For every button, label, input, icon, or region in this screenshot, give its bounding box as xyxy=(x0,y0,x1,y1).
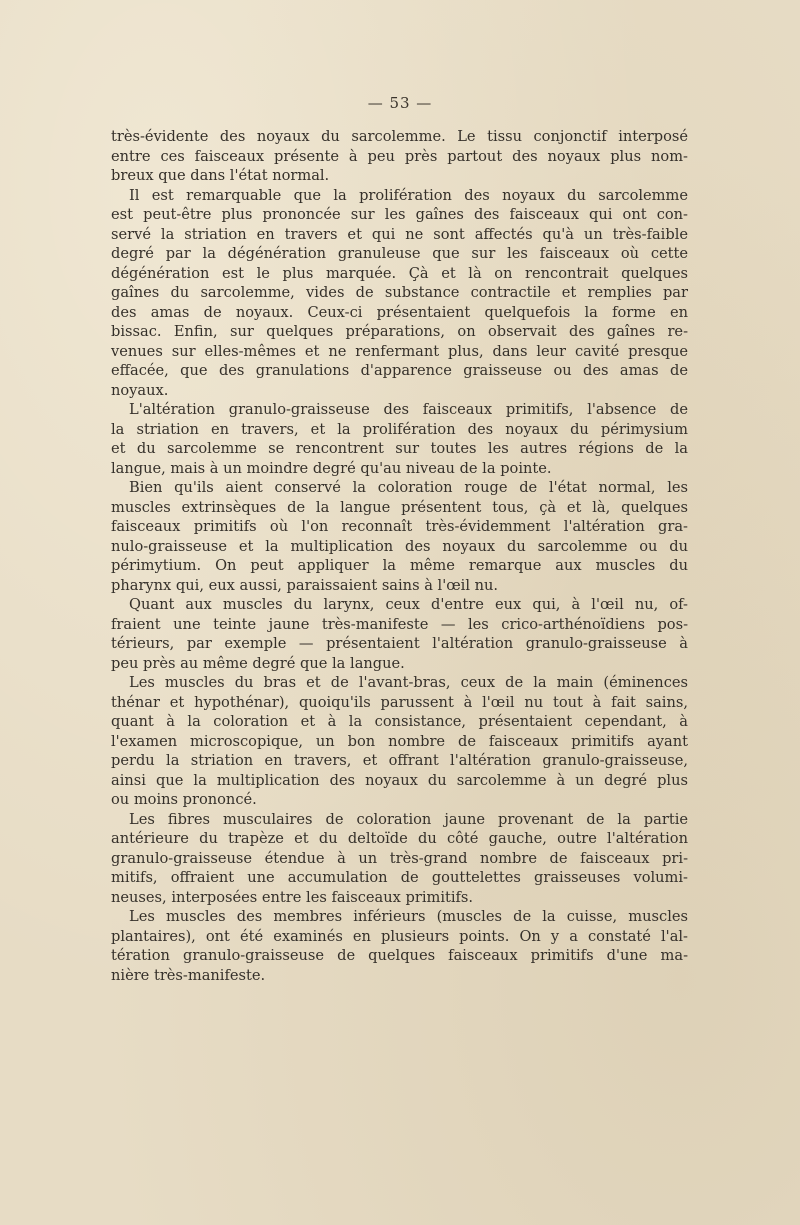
text-line: plantaires), ont été examinés en plusieurs points. On y a constaté l'al- xyxy=(111,927,688,945)
text-line: gaînes du sarcolemme, vides de substance contractile et remplies par xyxy=(111,284,688,301)
text-line: langue, mais à un moindre degré qu'au niveau de la pointe. xyxy=(111,459,552,477)
text-line: breux que dans l'état normal. xyxy=(111,167,330,184)
text-line: Quant aux muscles du larynx, ceux d'entre eux qui, à l'œil nu, of- xyxy=(129,596,688,613)
text-line: Bien qu'ils aient conservé la coloration rouge de l'état normal, les xyxy=(129,479,688,496)
text-line: Les muscles des membres inférieurs (muscles de la cuisse, muscles xyxy=(129,908,688,925)
text-line: ou moins prononcé. xyxy=(111,791,257,808)
text-line: entre ces faisceaux présente à peu près partout des noyaux plus nom- xyxy=(111,147,688,165)
text-line: Les muscles du bras et de l'avant-bras, ceux de la main (éminences xyxy=(129,674,688,691)
text-line: et du sarcolemme se rencontrent sur toutes les autres régions de la xyxy=(111,440,688,457)
text-line: Il est remarquable que la prolifération des noyaux du sarcolemme xyxy=(129,186,688,204)
text-line: bissac. Enfin, sur quelques préparations, on observait des gaînes re- xyxy=(111,323,688,340)
text-line: faisceaux primitifs où l'on reconnaît très-évidemment l'altération gra- xyxy=(111,518,688,535)
text-line: ainsi que la multiplication des noyaux du sarcolemme à un degré plus xyxy=(111,771,688,789)
text-line: très-évidente des noyaux du sarcolemme. Le tissu conjonctif interposé xyxy=(111,128,688,145)
text-line: dégénération est le plus marquée. Çà et là on rencontrait quelques xyxy=(111,264,688,282)
text-line: Les fibres musculaires de coloration jaune provenant de la partie xyxy=(129,810,688,828)
text-line: muscles extrinsèques de la langue présentent tous, çà et là, quelques xyxy=(111,498,688,516)
text-line: L'altération granulo-graisseuse des faisceaux primitifs, l'absence de xyxy=(129,401,688,418)
text-line: la striation en travers, et la prolifération des noyaux du périmysium xyxy=(111,420,688,438)
text-line: antérieure du trapèze et du deltoïde du côté gauche, outre l'altération xyxy=(111,830,688,847)
text-line: nière très-manifeste. xyxy=(111,966,266,984)
text-line: peu près au même degré que la langue. xyxy=(111,654,405,672)
text-line: l'examen microscopique, un bon nombre de faisceaux primitifs ayant xyxy=(111,732,688,750)
text-line: perdu la striation en travers, et offrant l'altération granulo-graisseuse, xyxy=(111,752,688,769)
text-line: fraient une teinte jaune très-manifeste — les crico-arthénoïdiens pos- xyxy=(111,615,688,633)
text-line: noyaux. xyxy=(111,381,169,399)
text-line: servé la striation en travers et qui ne sont affectés qu'à un très-faible xyxy=(111,225,688,243)
text-line: pharynx qui, eux aussi, paraissaient sains à l'œil nu. xyxy=(111,576,499,594)
text-line: venues sur elles-mêmes et ne renfermant plus, dans leur cavité presque xyxy=(111,342,688,360)
page-number: — 53 — xyxy=(367,94,433,112)
text-line: périmytium. On peut appliquer la même remarque aux muscles du xyxy=(111,557,688,574)
text-line: degré par la dégénération granuleuse que sur les faisceaux où cette xyxy=(111,245,688,262)
text-line: quant à la coloration et à la consistance, présentaient cependant, à xyxy=(111,713,688,730)
text-line: nulo-graisseuse et la multiplication des noyaux du sarcolemme ou du xyxy=(111,537,688,555)
text-line: granulo-graisseuse étendue à un très-grand nombre de faisceaux pri- xyxy=(111,849,688,867)
text-line: mitifs, offraient une accumulation de gouttelettes graisseuses volumi- xyxy=(111,869,688,886)
text-line: des amas de noyaux. Ceux-ci présentaient quelquefois la forme en xyxy=(111,303,688,321)
text-line: est peut-être plus prononcée sur les gaînes des faisceaux qui ont con- xyxy=(111,206,688,223)
text-line: neuses, interposées entre les faisceaux primitifs. xyxy=(111,888,474,906)
text-line: effacée, que des granulations d'apparence graisseuse ou des amas de xyxy=(111,362,688,379)
text-line: thénar et hypothénar), quoiqu'ils parussent à l'œil nu tout à fait sains, xyxy=(111,693,688,711)
body-text xyxy=(111,127,688,985)
text-line: térieurs, par exemple — présentaient l'altération granulo-graisseuse à xyxy=(111,635,688,652)
text-line: tération granulo-graisseuse de quelques faisceaux primitifs d'une ma- xyxy=(111,947,688,964)
